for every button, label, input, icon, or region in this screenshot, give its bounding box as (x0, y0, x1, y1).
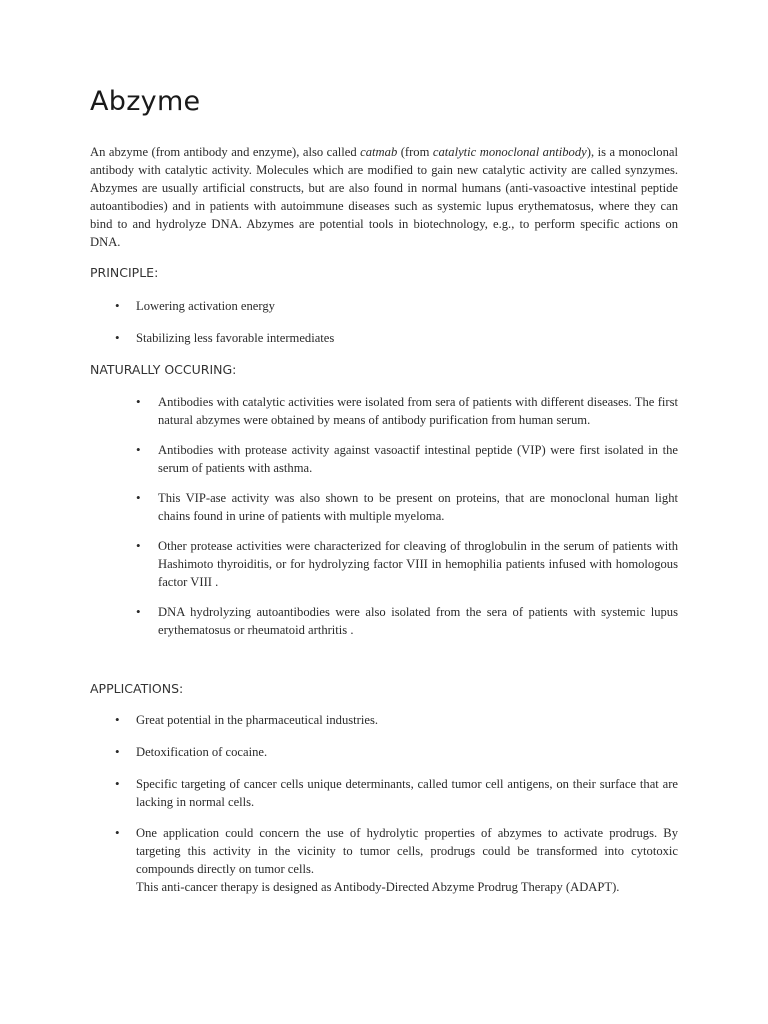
list-item: • Specific targeting of cancer cells unique determinants, called tumor cell antigens, on their surface that are lacking in normal cells. (136, 775, 678, 811)
list-item: • Antibodies with catalytic activities were isolated from sera of patients with different diseases. The first natural abzymes were obtained by means of antibody purification from human serum. (158, 393, 678, 429)
intro-catalytic-monoclonal-antibody: catalytic monoclonal antibody (432, 145, 587, 159)
adapt-therapy-text: This anti-cancer therapy is designed as Antibody-Directed Abzyme Prodrug Therapy (ADAPT). (136, 880, 620, 894)
intro-text-3: ), is a monoclonal antibody with catalytic activity. Molecules which are modified to gain new catalytic activity are called synzymes. Abzymes are usually artificial constructs, but are also found in normal humans (anti-vasoactive intestinal peptide autoantibodies) and in patients with autoimmune diseases such as systemic lupus erythematosus, where they can bind to and hydrolyze DNA. Abzymes are potential tools in biotechnology, e.g., to perform specific actions on DNA. (90, 145, 678, 249)
list-item: • This VIP-ase activity was also shown to be present on proteins, that are monoclonal human light chains found in urine of patients with multiple myeloma. (158, 489, 678, 525)
list-item: • Antibodies with protease activity against vasoactif intestinal peptide (VIP) were first isolated in the serum of patients with asthma. (158, 441, 678, 477)
list-item: • DNA hydrolyzing autoantibodies were also isolated from the sera of patients with systemic lupus erythematosus or rheumatoid arthritis . (158, 603, 678, 639)
intro-text-2: (from (397, 145, 433, 159)
naturally-occuring-list (158, 393, 678, 639)
list-item: • Detoxification of cocaine. (136, 743, 678, 761)
list-item: • Other protease activities were characterized for cleaving of throglobulin in the serum of patients with Hashimoto thyroiditis, or for hydrolyzing factor VIII in hemophilia patients infused with homologous factor VIII . (158, 537, 678, 591)
adapt-intro-text: One application could concern the use of hydrolytic properties of abzymes to activate prodrugs. By targeting this activity in the vicinity to tumor cells, prodrugs could be transformed into cytotoxic compounds directly on tumor cells. (136, 826, 678, 876)
applications-list (136, 711, 678, 896)
page-title: Abzyme (90, 86, 201, 117)
list-item: • Great potential in the pharmaceutical industries. (136, 711, 678, 729)
list-item (136, 824, 678, 896)
applications-heading: APPLICATIONS: (90, 681, 184, 696)
list-item: • Stabilizing less favorable intermediates (136, 329, 426, 347)
intro-text-1: An abzyme (from antibody and enzyme), also called (90, 145, 361, 159)
intro-paragraph (90, 143, 678, 251)
naturally-occuring-heading: NATURALLY OCCURING: (90, 362, 237, 377)
intro-catmab: catmab (360, 145, 398, 159)
principle-list (136, 297, 426, 347)
principle-heading: PRINCIPLE: (90, 265, 159, 280)
list-item: • Lowering activation energy (136, 297, 426, 315)
